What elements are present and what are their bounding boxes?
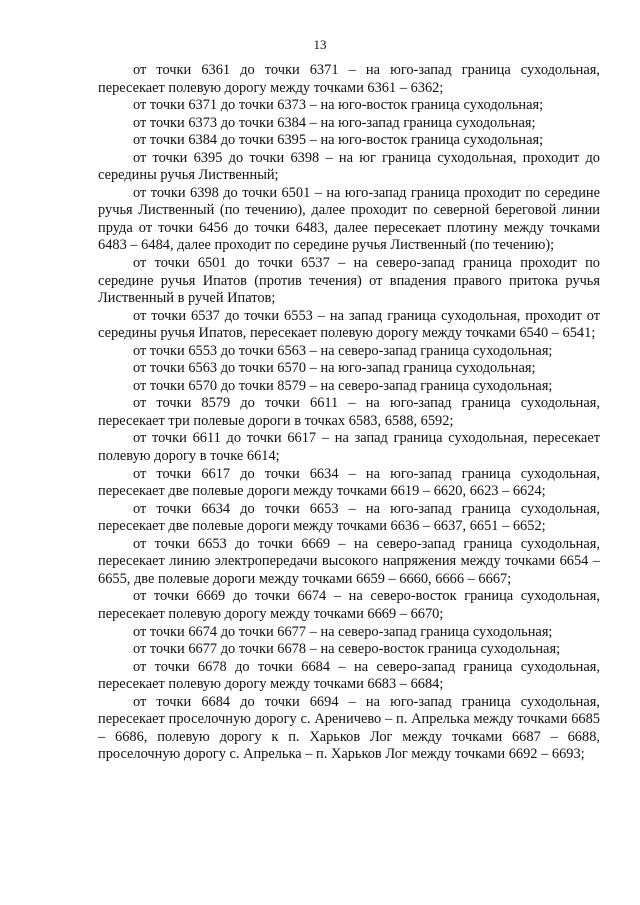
boundary-paragraph: от точки 6570 до точки 8579 – на северо-запад граница суходольная; (133, 377, 553, 394)
boundary-paragraph: от точки 6617 до точки 6634 – на юго-запад граница суходольная, пересекает две полевые дороги между точками 6619 – 6620, 6623 – 6624; (98, 465, 600, 500)
boundary-paragraph: от точки 6634 до точки 6653 – на юго-запад граница суходольная, пересекает две полевые дороги между точками 6636 – 6637, 6651 – 6652; (98, 500, 600, 535)
boundary-paragraph: от точки 6611 до точки 6617 – на запад граница суходольная, пересекает полевую дорогу в точке 6614; (98, 430, 600, 465)
boundary-paragraph: от точки 6678 до точки 6684 – на северо-запад граница суходольная, пересекает полевую дорогу между точками 6683 – 6684; (98, 658, 600, 693)
boundary-paragraph: от точки 6669 до точки 6674 – на северо-восток граница суходольная, пересекает полевую дорогу между точками 6669 – 6670; (98, 588, 600, 622)
boundary-paragraph: от точки 6395 до точки 6398 – на юг граница суходольная, проходит до середины ручья Лиственный; (98, 149, 600, 184)
boundary-paragraph: от точки 6361 до точки 6371 – на юго-запад граница суходольная, пересекает полевую дорогу между точками 6361 – 6362; (98, 62, 600, 96)
boundary-paragraph: от точки 6371 до точки 6373 – на юго-восток граница суходольная; (133, 97, 544, 114)
page-number: 13 (313, 37, 327, 52)
boundary-paragraph: от точки 6537 до точки 6553 – на запад граница суходольная, проходит от середины ручья Ипатов, пересекает полевую дорогу между точками 6540 – 6541; (98, 307, 600, 342)
boundary-paragraph: от точки 8579 до точки 6611 – на юго-запад граница суходольная, пересекает три полевые дороги в точках 6583, 6588, 6592; (98, 395, 600, 429)
boundary-paragraph: от точки 6373 до точки 6384 – на юго-запад граница суходольная; (133, 114, 536, 131)
boundary-paragraph: от точки 6563 до точки 6570 – на юго-запад граница суходольная; (133, 360, 536, 377)
boundary-paragraph: от точки 6677 до точки 6678 – на северо-восток граница суходольная; (133, 641, 561, 658)
document-body (98, 62, 600, 764)
boundary-paragraph: от точки 6553 до точки 6563 – на северо-запад граница суходольная; (133, 342, 553, 359)
boundary-paragraph: от точки 6398 до точки 6501 – на юго-запад граница проходит по середине ручья Лиственный (по течению), далее проходит по северной береговой линии пруда от точки 6456 до точки 6483, далее пересекает плотину между точками 6483 – 6484, далее проходит по середине ручья Лиственный (по течению); (98, 184, 600, 254)
boundary-paragraph: от точки 6684 до точки 6694 – на юго-запад граница суходольная, пересекает проселочную дорогу с. Ареничево – п. Апрелька между точками 6685 – 6686, полевую дорогу к п. Харьков Лог между точками 6687 – 6688, проселочную дорогу с. Апрелька – п. Харьков Лог между точками 6692 – 6693; (98, 693, 600, 763)
boundary-paragraph: от точки 6384 до точки 6395 – на юго-восток граница суходольная; (133, 132, 544, 149)
boundary-paragraph: от точки 6653 до точки 6669 – на северо-запад граница суходольная, пересекает линию электропередачи высокого напряжения между точками 6654 – 6655, две полевые дороги между точками 6659 – 6660, 6666 – 6667; (98, 535, 600, 587)
boundary-paragraph: от точки 6501 до точки 6537 – на северо-запад граница проходит по середине ручья Ипатов (против течения) от впадения правого притока ручья Лиственный в ручей Ипатов; (98, 255, 600, 307)
boundary-paragraph: от точки 6674 до точки 6677 – на северо-запад граница суходольная; (133, 623, 553, 640)
